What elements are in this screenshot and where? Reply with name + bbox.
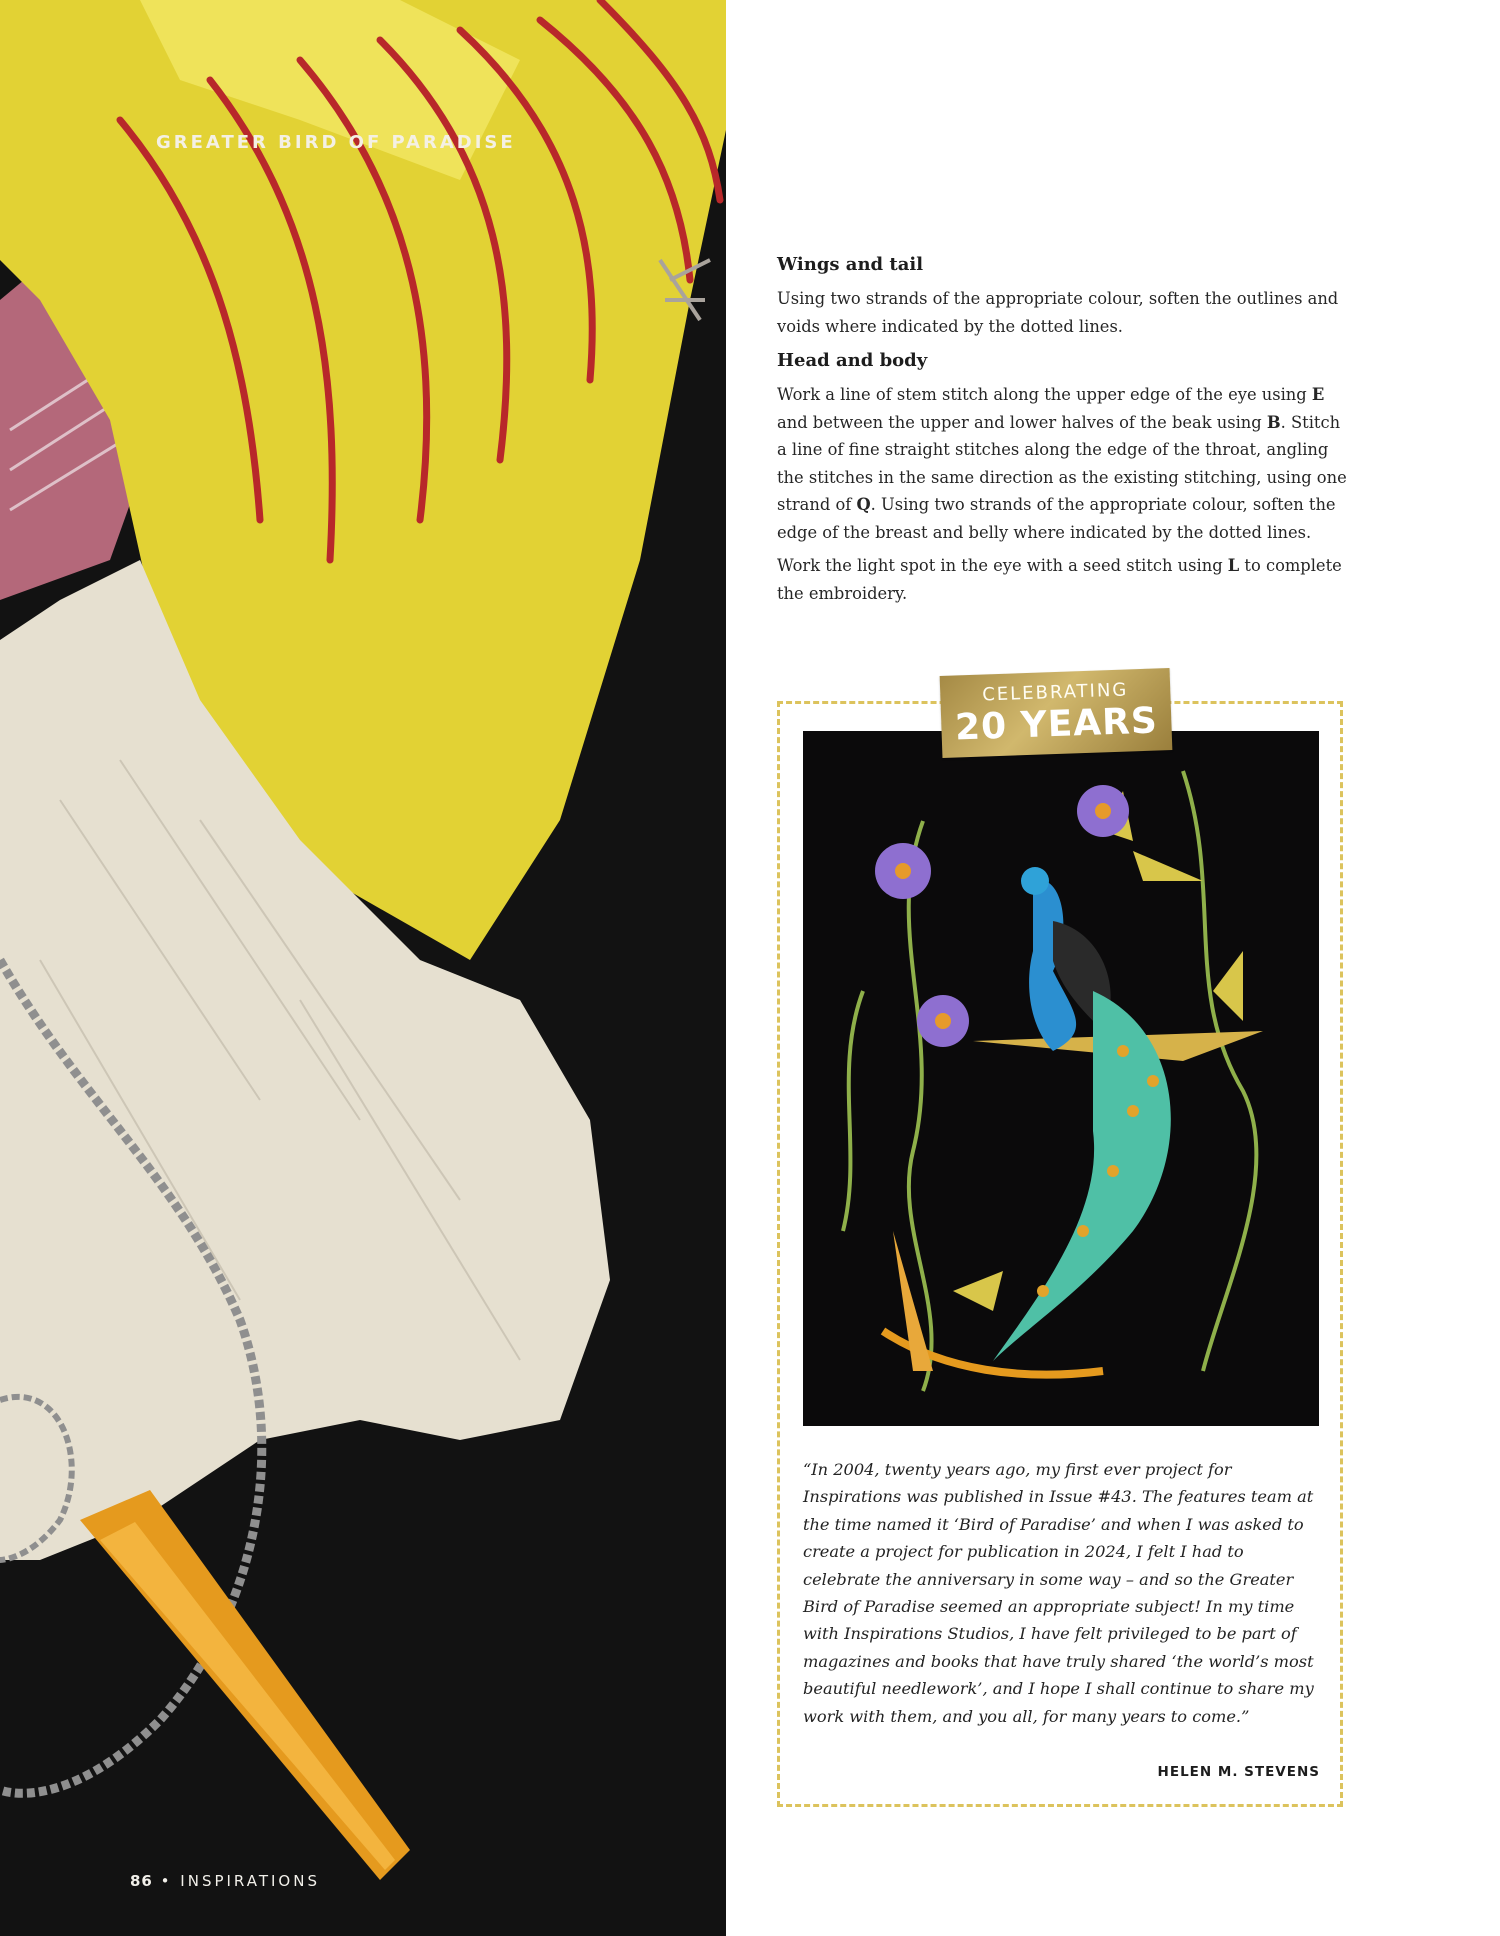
thread-code: E [1311, 385, 1325, 404]
page-folio [130, 1872, 320, 1890]
text-run: to complete the embroidery. [777, 556, 1342, 603]
head-paragraph-2 [777, 552, 1353, 607]
section-heading-wings: Wings and tail [777, 254, 924, 275]
thread-code: L [1227, 556, 1240, 575]
photo-title: GREATER BIRD OF PARADISE [156, 132, 516, 153]
wings-paragraph: Using two strands of the appropriate colour, soften the outlines and voids where indicated by the dotted lines. [777, 289, 1339, 336]
embroidery-illustration [0, 0, 726, 1936]
text-run: . Stitch a line of fine straight stitches along the edge of the throat, angling the stitches in the same direction as the existing stitching, using one strand of [777, 412, 1347, 514]
thread-code: B [1266, 412, 1281, 432]
section-heading-head: Head and body [777, 350, 928, 371]
text-run: . Using two strands of the appropriate colour, soften the edge of the breast and belly where indicated by the dotted lines. [777, 495, 1336, 542]
author-quote [803, 1456, 1323, 1730]
peacock-embroidery-image [803, 731, 1319, 1426]
page-number: 86 [130, 1872, 153, 1890]
head-paragraph-1 [777, 381, 1353, 546]
instructions-column [777, 254, 1353, 613]
embroidery-photo [0, 0, 726, 1936]
text-run: Work the light spot in the eye with a seed stitch using [777, 556, 1228, 575]
folio-separator: • [160, 1872, 173, 1890]
magazine-name: INSPIRATIONS [180, 1872, 320, 1890]
badge-line-2: 20 YEARS [954, 700, 1159, 749]
quote-author: HELEN M. STEVENS [1157, 1764, 1320, 1780]
peacock-illustration [803, 731, 1319, 1426]
text-run: and between the upper and lower halves of the beak using [777, 412, 1267, 432]
badge-line-1: CELEBRATING [981, 679, 1129, 706]
text-run: Work a line of stem stitch along the upper edge of the eye using [777, 385, 1312, 404]
thread-code: Q [856, 495, 871, 514]
celebrating-20-years-badge [940, 668, 1173, 758]
quote-text: “In 2004, twenty years ago, my first ever project for Inspirations was published in Issue #43. The features team at the time named it ‘Bird of Paradise’ and when I was asked to create a project for publication in 2024, I felt I had to celebrate the anniversary in some way – and so the Greater Bird of Paradise seemed an appropriate subject! In my time with Inspirations Studios, I have felt privileged to be part of magazines and books that have truly shared ‘the world’s most beautiful needlework’, and I hope I shall continue to share my work with them, and you all, for many years to come.” [803, 1460, 1314, 1726]
